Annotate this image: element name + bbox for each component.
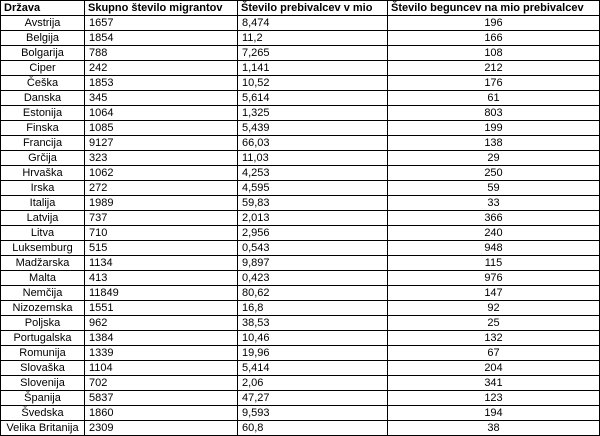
refugees-per-million-cell: 33 xyxy=(388,196,600,211)
refugees-per-million-cell: 67 xyxy=(388,346,600,361)
country-cell: Romunija xyxy=(1,346,85,361)
country-cell: Belgija xyxy=(1,31,85,46)
header-population: Število prebivalcev v mio xyxy=(238,1,388,16)
total-migrants-cell: 413 xyxy=(85,271,238,286)
country-cell: Španija xyxy=(1,391,85,406)
country-cell: Francija xyxy=(1,136,85,151)
total-migrants-cell: 242 xyxy=(85,61,238,76)
population-cell: 38,53 xyxy=(238,316,388,331)
country-cell: Bolgarija xyxy=(1,46,85,61)
table-row xyxy=(1,241,600,256)
population-cell: 1,141 xyxy=(238,61,388,76)
population-cell: 60,8 xyxy=(238,421,388,436)
header-refugees-per-million: Število beguncev na mio prebivalcev xyxy=(388,1,600,16)
country-cell: Avstrija xyxy=(1,16,85,31)
country-cell: Latvija xyxy=(1,211,85,226)
population-cell: 7,265 xyxy=(238,46,388,61)
refugees-per-million-cell: 212 xyxy=(388,61,600,76)
total-migrants-cell: 737 xyxy=(85,211,238,226)
table-row xyxy=(1,391,600,406)
country-cell: Slovenija xyxy=(1,376,85,391)
population-cell: 4,595 xyxy=(238,181,388,196)
country-cell: Portugalska xyxy=(1,331,85,346)
table-row xyxy=(1,76,600,91)
total-migrants-cell: 1989 xyxy=(85,196,238,211)
refugees-per-million-cell: 976 xyxy=(388,271,600,286)
total-migrants-cell: 2309 xyxy=(85,421,238,436)
country-cell: Češka xyxy=(1,76,85,91)
total-migrants-cell: 1134 xyxy=(85,256,238,271)
table-row xyxy=(1,151,600,166)
table-body xyxy=(1,16,600,436)
population-cell: 66,03 xyxy=(238,136,388,151)
refugees-per-million-cell: 250 xyxy=(388,166,600,181)
total-migrants-cell: 1104 xyxy=(85,361,238,376)
refugees-per-million-cell: 166 xyxy=(388,31,600,46)
country-cell: Grčija xyxy=(1,151,85,166)
table-header-row xyxy=(1,1,600,16)
population-cell: 11,03 xyxy=(238,151,388,166)
country-cell: Irska xyxy=(1,181,85,196)
table-row xyxy=(1,61,600,76)
population-cell: 16,8 xyxy=(238,301,388,316)
population-cell: 5,414 xyxy=(238,361,388,376)
country-cell: Luksemburg xyxy=(1,241,85,256)
country-cell: Nemčija xyxy=(1,286,85,301)
refugees-per-million-cell: 194 xyxy=(388,406,600,421)
total-migrants-cell: 345 xyxy=(85,91,238,106)
refugees-per-million-cell: 341 xyxy=(388,376,600,391)
total-migrants-cell: 1860 xyxy=(85,406,238,421)
total-migrants-cell: 788 xyxy=(85,46,238,61)
population-cell: 59,83 xyxy=(238,196,388,211)
population-cell: 0,423 xyxy=(238,271,388,286)
refugees-per-million-cell: 176 xyxy=(388,76,600,91)
refugees-per-million-cell: 196 xyxy=(388,16,600,31)
total-migrants-cell: 5837 xyxy=(85,391,238,406)
total-migrants-cell: 1657 xyxy=(85,16,238,31)
country-cell: Litva xyxy=(1,226,85,241)
refugees-per-million-cell: 132 xyxy=(388,331,600,346)
population-cell: 47,27 xyxy=(238,391,388,406)
table-row xyxy=(1,421,600,436)
population-cell: 4,253 xyxy=(238,166,388,181)
total-migrants-cell: 1085 xyxy=(85,121,238,136)
refugees-per-million-cell: 240 xyxy=(388,226,600,241)
country-cell: Malta xyxy=(1,271,85,286)
refugees-per-million-cell: 199 xyxy=(388,121,600,136)
population-cell: 80,62 xyxy=(238,286,388,301)
total-migrants-cell: 323 xyxy=(85,151,238,166)
refugees-per-million-cell: 92 xyxy=(388,301,600,316)
country-cell: Velika Britanija xyxy=(1,421,85,436)
refugees-per-million-cell: 948 xyxy=(388,241,600,256)
table-row xyxy=(1,91,600,106)
country-cell: Estonija xyxy=(1,106,85,121)
population-cell: 1,325 xyxy=(238,106,388,121)
population-cell: 5,439 xyxy=(238,121,388,136)
refugees-per-million-cell: 147 xyxy=(388,286,600,301)
refugees-per-million-cell: 108 xyxy=(388,46,600,61)
refugees-per-million-cell: 59 xyxy=(388,181,600,196)
refugees-per-million-cell: 803 xyxy=(388,106,600,121)
table-row xyxy=(1,286,600,301)
refugees-per-million-cell: 61 xyxy=(388,91,600,106)
table-row xyxy=(1,16,600,31)
table-row xyxy=(1,376,600,391)
refugees-per-million-cell: 38 xyxy=(388,421,600,436)
total-migrants-cell: 1551 xyxy=(85,301,238,316)
country-cell: Slovaška xyxy=(1,361,85,376)
table-row xyxy=(1,406,600,421)
header-total-migrants: Skupno število migrantov xyxy=(85,1,238,16)
population-cell: 9,593 xyxy=(238,406,388,421)
table-row xyxy=(1,316,600,331)
population-cell: 0,543 xyxy=(238,241,388,256)
header-country: Država xyxy=(1,1,85,16)
population-cell: 2,013 xyxy=(238,211,388,226)
refugees-per-million-cell: 366 xyxy=(388,211,600,226)
population-cell: 8,474 xyxy=(238,16,388,31)
total-migrants-cell: 1062 xyxy=(85,166,238,181)
country-cell: Hrvaška xyxy=(1,166,85,181)
total-migrants-cell: 1339 xyxy=(85,346,238,361)
table-row xyxy=(1,121,600,136)
table-row xyxy=(1,46,600,61)
table-row xyxy=(1,346,600,361)
total-migrants-cell: 1854 xyxy=(85,31,238,46)
total-migrants-cell: 710 xyxy=(85,226,238,241)
refugees-per-million-cell: 25 xyxy=(388,316,600,331)
country-cell: Nizozemska xyxy=(1,301,85,316)
population-cell: 5,614 xyxy=(238,91,388,106)
population-cell: 19,96 xyxy=(238,346,388,361)
table-row xyxy=(1,301,600,316)
population-cell: 2,06 xyxy=(238,376,388,391)
country-cell: Finska xyxy=(1,121,85,136)
total-migrants-cell: 272 xyxy=(85,181,238,196)
total-migrants-cell: 702 xyxy=(85,376,238,391)
refugees-per-million-cell: 123 xyxy=(388,391,600,406)
population-cell: 9,897 xyxy=(238,256,388,271)
total-migrants-cell: 11849 xyxy=(85,286,238,301)
table-row xyxy=(1,31,600,46)
table-row xyxy=(1,226,600,241)
population-cell: 11,2 xyxy=(238,31,388,46)
table-row xyxy=(1,211,600,226)
table-row xyxy=(1,256,600,271)
country-cell: Italija xyxy=(1,196,85,211)
total-migrants-cell: 962 xyxy=(85,316,238,331)
country-cell: Danska xyxy=(1,91,85,106)
table-row xyxy=(1,106,600,121)
table-row xyxy=(1,136,600,151)
country-cell: Ciper xyxy=(1,61,85,76)
total-migrants-cell: 1853 xyxy=(85,76,238,91)
country-cell: Švedska xyxy=(1,406,85,421)
refugees-per-million-cell: 204 xyxy=(388,361,600,376)
table-row xyxy=(1,271,600,286)
refugees-per-million-cell: 115 xyxy=(388,256,600,271)
population-cell: 10,46 xyxy=(238,331,388,346)
total-migrants-cell: 9127 xyxy=(85,136,238,151)
table-row xyxy=(1,331,600,346)
table-row xyxy=(1,181,600,196)
total-migrants-cell: 1064 xyxy=(85,106,238,121)
table-row xyxy=(1,166,600,181)
table-row xyxy=(1,361,600,376)
population-cell: 2,956 xyxy=(238,226,388,241)
population-cell: 10,52 xyxy=(238,76,388,91)
refugees-per-million-cell: 29 xyxy=(388,151,600,166)
refugees-per-million-cell: 138 xyxy=(388,136,600,151)
total-migrants-cell: 1384 xyxy=(85,331,238,346)
country-cell: Poljska xyxy=(1,316,85,331)
total-migrants-cell: 515 xyxy=(85,241,238,256)
table-row xyxy=(1,196,600,211)
country-cell: Madžarska xyxy=(1,256,85,271)
